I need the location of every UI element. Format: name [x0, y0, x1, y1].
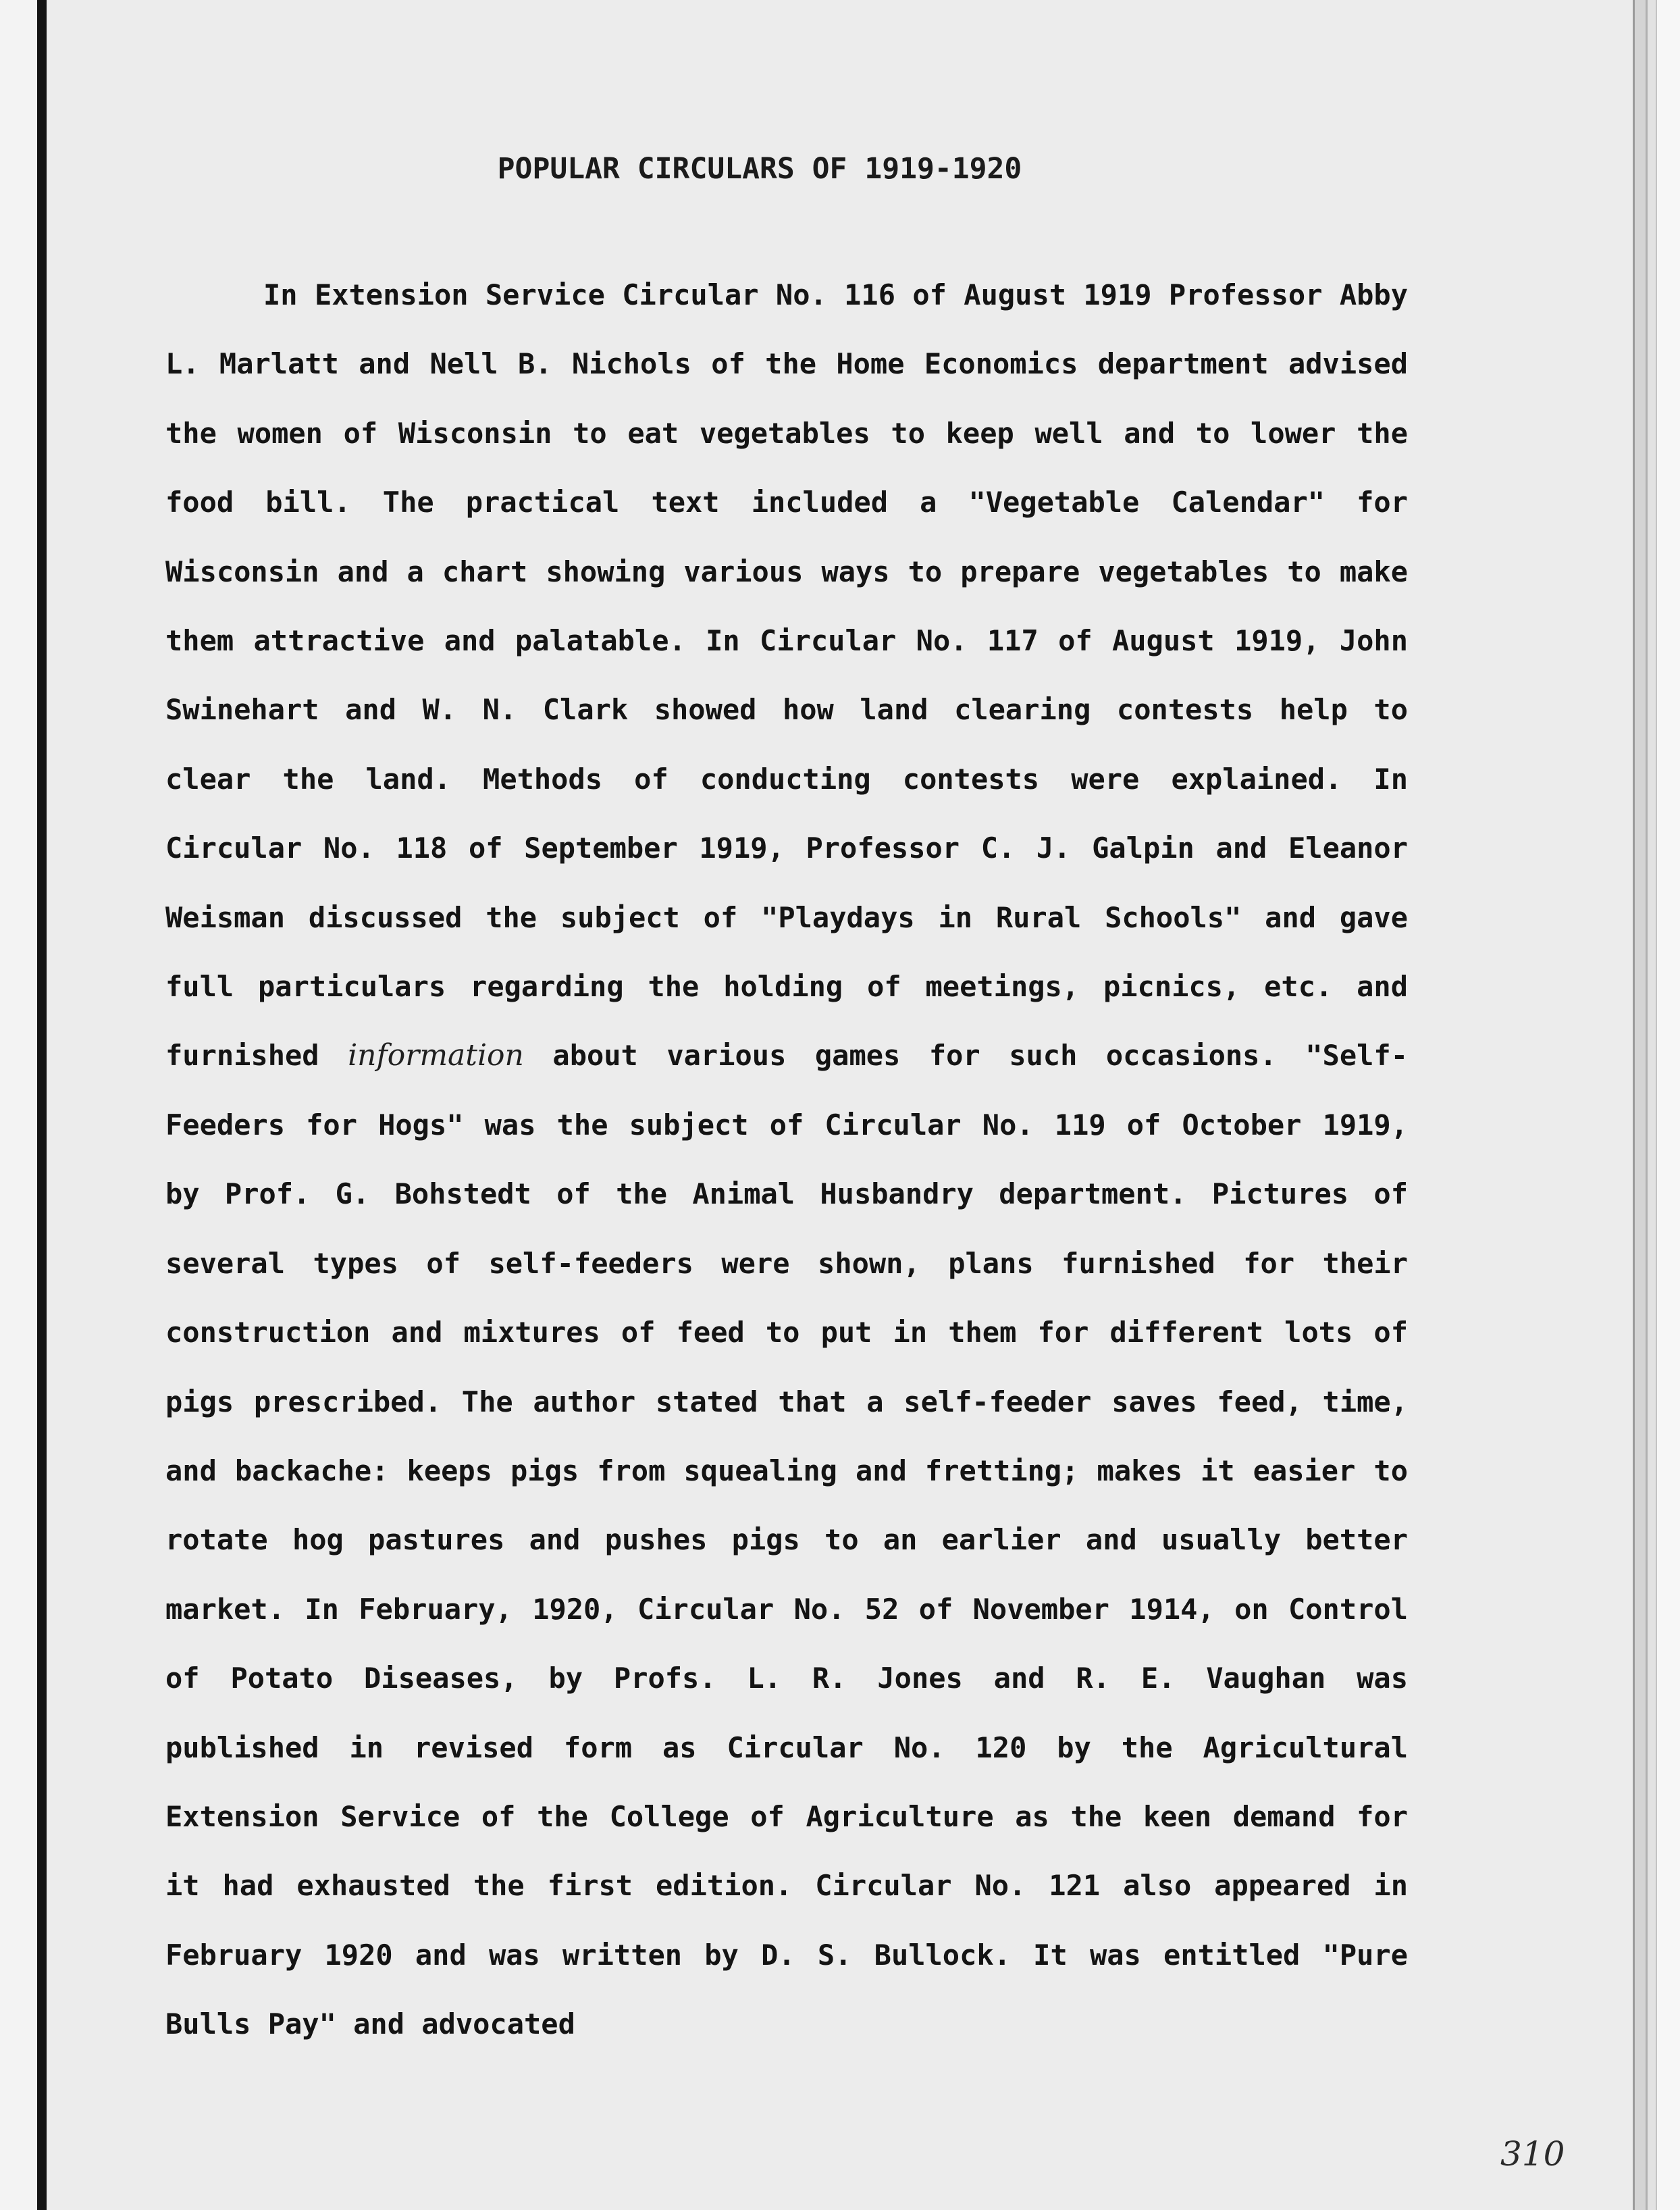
- body-text-part-2: about various games for such occasions. "Self-Feeders for Hogs" was the subject of Circular No. 119 of October 1919, by Prof. G. Bohstedt of the Animal Husbandry department. Pictures of several types of self-feeders were shown, plans furnished for their construction and mixtures of feed to put in them for different lots of pigs prescribed. The author stated that a self-feeder saves feed, time, and backache: keeps pigs from squealing and fretting; makes it easier to rotate hog pastures and pushes pigs to an earlier and usually better market. In February, 1920, Circular No. 52 of November 1914, on Control of Potato Diseases, by Profs. L. R. Jones and R. E. Vaughan was published in revised form as Circular No. 120 by the Agricultural Extension Service of the College of Agriculture as the keen demand for it had exhausted the first edition. Circular No. 121 also appeared in February 1920 and was written by D. S. Bullock. It was entitled "Pure Bulls Pay" and advocated: [165, 1039, 1408, 2041]
- body-text-part-1: In Extension Service Circular No. 116 of August 1919 Professor Abby L. Marlatt and Nell B. Nichols of the Home Economics department advised the women of Wisconsin to eat vegetables to keep well and to lower the food bill. The practical text included a "Vegetable Calendar" for Wisconsin and a chart showing various ways to prepare vegetables to make them attractive and palatable. In Circular No. 117 of August 1919, John Swinehart and W. N. Clark showed how land clearing contests help to clear the land. Methods of conducting contests were explained. In Circular No. 118 of September 1919, Professor C. J. Galpin and Eleanor Weisman discussed the subject of "Playdays in Rural Schools" and gave full particulars regarding the holding of meetings, picnics, etc. and furnished: [165, 278, 1408, 1073]
- page-edge: [1646, 0, 1656, 2210]
- page-edge: [1656, 0, 1680, 2210]
- handwritten-insertion: information: [348, 1038, 524, 1073]
- book-spine-edge: [37, 0, 47, 2210]
- page-edge: [1633, 0, 1646, 2210]
- page-title: POPULAR CIRCULARS OF 1919-1920: [497, 152, 1022, 186]
- handwritten-page-number: 310: [1500, 2134, 1565, 2174]
- body-paragraph: [165, 261, 1408, 2059]
